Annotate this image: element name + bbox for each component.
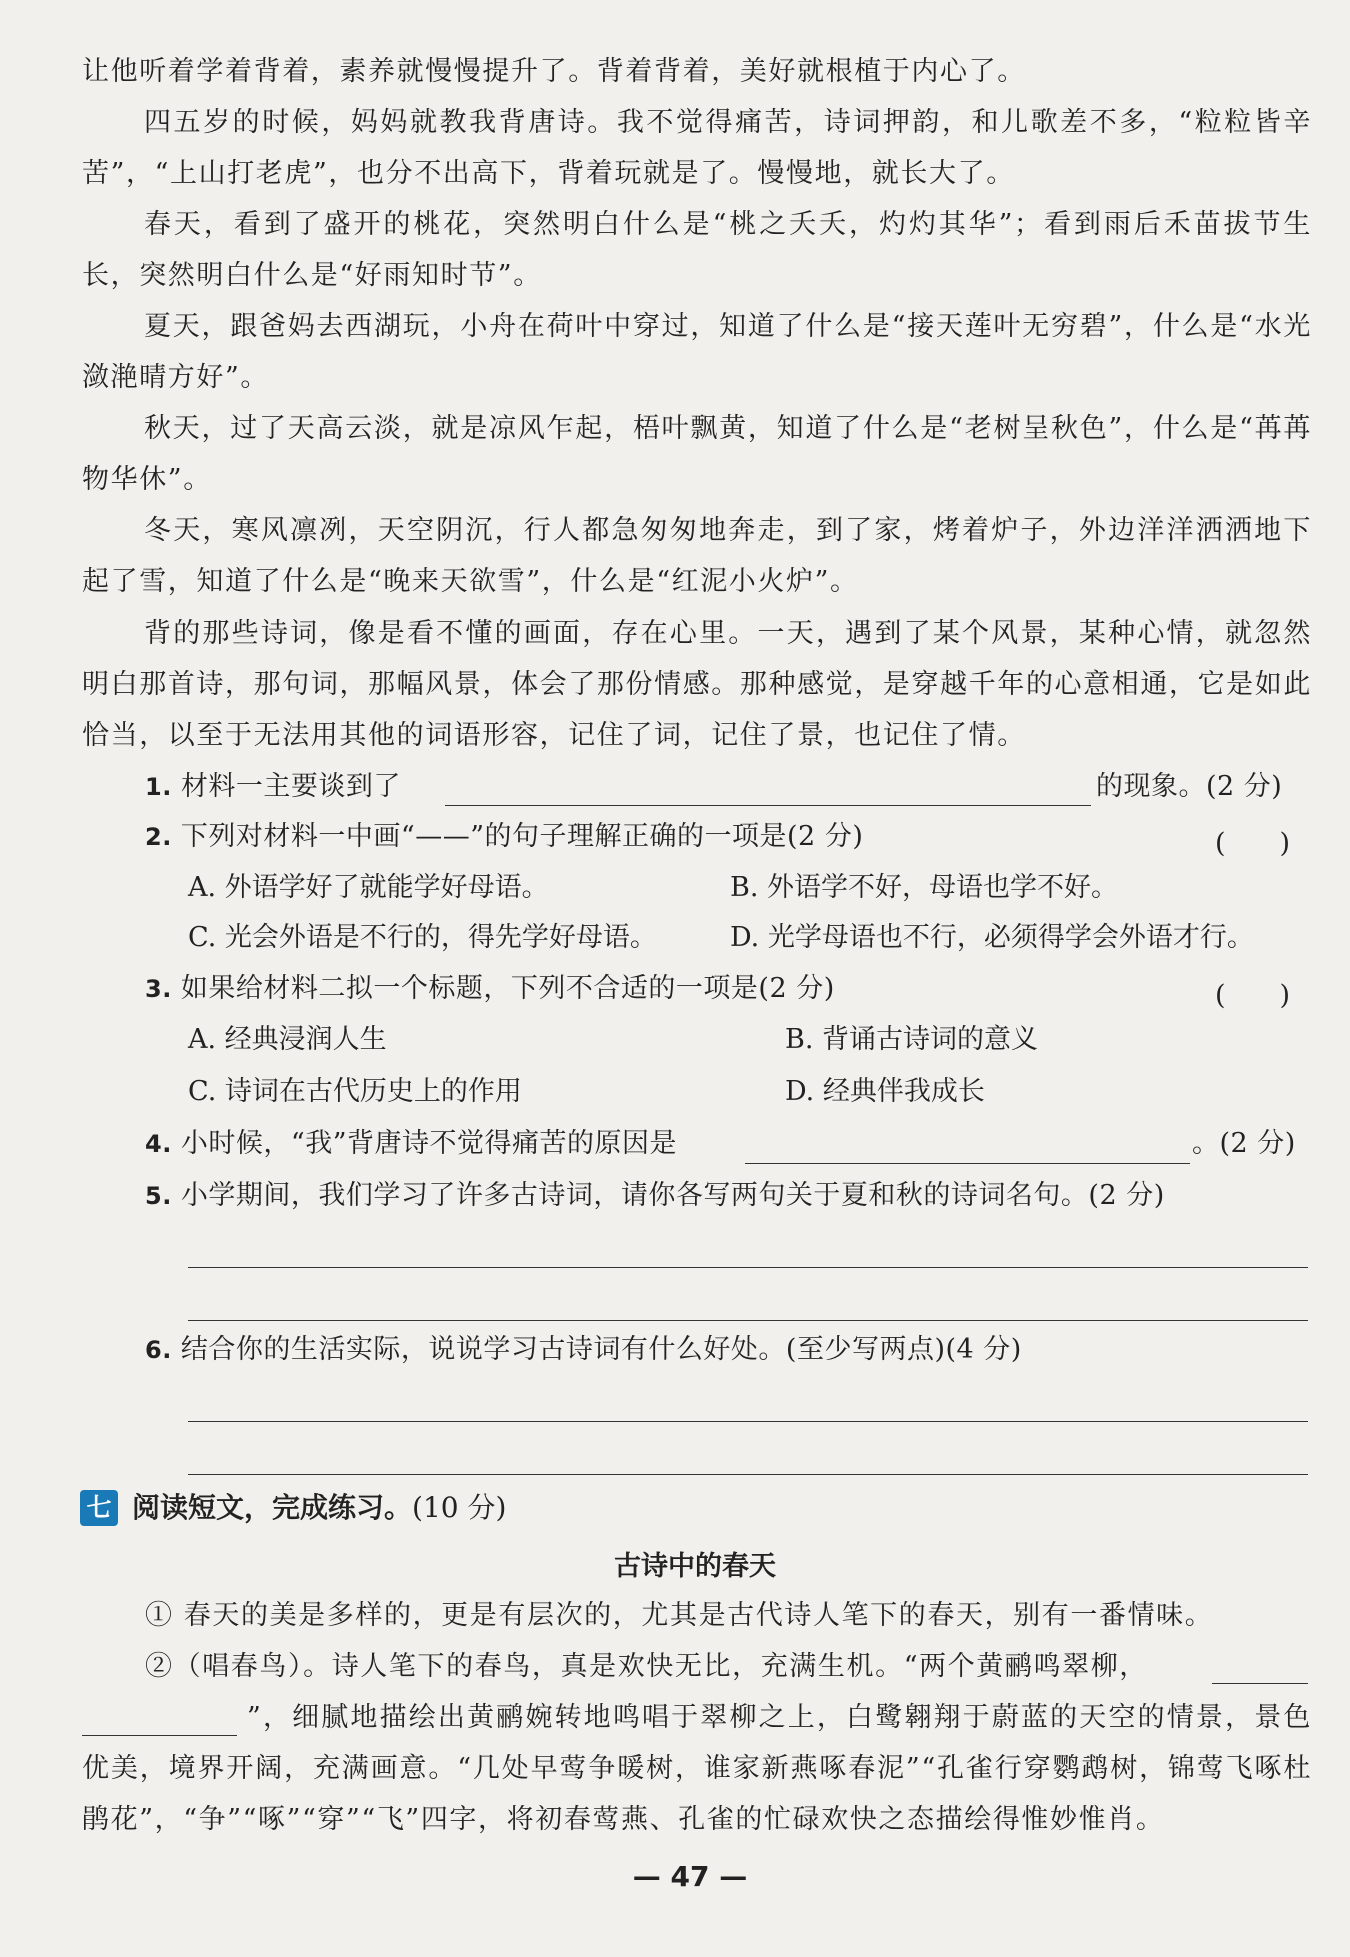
question-2: 2. 下列对材料一中画“——”的句子理解正确的一项是(2 分) xyxy=(145,821,864,852)
passage-paragraph: 秋天，过了天高云淡，就是凉风乍起，梧叶飘黄，知道了什么是“老树呈秋色”，什么是“苒苒物华休”。 xyxy=(82,413,1312,495)
option-3b[interactable]: B. 背诵古诗词的意义 xyxy=(785,1024,1039,1055)
answer-blank-4[interactable] xyxy=(745,1163,1190,1164)
answer-blank-7a[interactable] xyxy=(1212,1683,1308,1684)
passage-paragraph: 四五岁的时候，妈妈就教我背唐诗。我不觉得痛苦，诗词押韵，和儿歌差不多，“粒粒皆辛苦”，“上山打老虎”，也分不出高下，背着玩就是了。慢慢地，就长大了。 xyxy=(82,107,1312,189)
article-paragraph-2: ”，细腻地描绘出黄鹂婉转地鸣唱于翠柳之上，白鹭翱翔于蔚蓝的天空的情景，景色优美，境界开阔，充满画意。“几处早莺争暖树，谁家新燕啄春泥”“孔雀行穿鹦鹉树，锦莺飞啄杜鹃花”，“争”“啄”“穿”“飞”四字，将初春莺燕、孔雀的忙碌欢快之态描绘得惟妙惟肖。 xyxy=(82,1702,1312,1835)
article-paragraph-2-start: ②（唱春鸟）。诗人笔下的春鸟，真是欢快无比，充满生机。“两个黄鹂鸣翠柳， xyxy=(145,1651,1148,1682)
section-number-badge: 七 xyxy=(80,1490,118,1526)
option-2b[interactable]: B. 外语学不好，母语也学不好。 xyxy=(730,872,1119,903)
question-1-tail: 的现象。(2 分) xyxy=(1096,771,1283,802)
passage-paragraph: 春天，看到了盛开的桃花，突然明白什么是“桃之夭夭，灼灼其华”；看到雨后禾苗拔节生长，突然明白什么是“好雨知时节”。 xyxy=(82,209,1312,291)
passage-paragraph: 夏天，跟爸妈去西湖玩，小舟在荷叶中穿过，知道了什么是“接天莲叶无穷碧”，什么是“水光潋滟晴方好”。 xyxy=(82,311,1312,393)
section-title: 阅读短文，完成练习。(10 分) xyxy=(132,1491,507,1524)
article-title: 古诗中的春天 xyxy=(614,1551,776,1582)
article-paragraph-1: ① 春天的美是多样的，更是有层次的，尤其是古代诗人笔下的春天，别有一番情味。 xyxy=(145,1600,1214,1631)
passage-paragraph: 背的那些诗词，像是看不懂的画面，存在心里。一天，遇到了某个风景，某种心情，就忽然明白那首诗，那句词，那幅风景，体会了那份情感。那种感觉，是穿越千年的心意相通，它是如此恰当，以至于无法用其他的词语形容，记住了词，记住了景，也记住了情。 xyxy=(82,618,1312,751)
option-2d[interactable]: D. 光学母语也不行，必须得学会外语才行。 xyxy=(730,922,1254,953)
option-3d[interactable]: D. 经典伴我成长 xyxy=(785,1076,985,1107)
page-number: — 47 — xyxy=(632,1860,748,1893)
option-3c[interactable]: C. 诗词在古代历史上的作用 xyxy=(188,1076,522,1107)
answer-line-5b[interactable] xyxy=(188,1320,1308,1321)
question-4: 4. 小时候，“我”背唐诗不觉得痛苦的原因是 xyxy=(145,1128,678,1159)
passage-line: 让他听着学着背着，素养就慢慢提升了。背着背着，美好就根植于内心了。 xyxy=(82,56,1026,87)
question-3: 3. 如果给材料二拟一个标题，下列不合适的一项是(2 分) xyxy=(145,973,835,1004)
answer-line-6b[interactable] xyxy=(188,1474,1308,1475)
answer-paren-2[interactable]: ( ) xyxy=(1215,828,1291,859)
question-1: 1. 材料一主要谈到了 xyxy=(145,771,401,802)
answer-line-5a[interactable] xyxy=(188,1267,1308,1268)
question-4-tail: 。(2 分) xyxy=(1192,1128,1296,1159)
option-2c[interactable]: C. 光会外语是不行的，得先学好母语。 xyxy=(188,922,657,953)
option-2a[interactable]: A. 外语学好了就能学好母语。 xyxy=(188,872,549,903)
passage-paragraph: 冬天，寒风凛冽，天空阴沉，行人都急匆匆地奔走，到了家，烤着炉子，外边洋洋洒洒地下起了雪，知道了什么是“晚来天欲雪”，什么是“红泥小火炉”。 xyxy=(82,515,1312,597)
answer-paren-3[interactable]: ( ) xyxy=(1215,980,1291,1011)
question-6: 6. 结合你的生活实际，说说学习古诗词有什么好处。(至少写两点)(4 分) xyxy=(145,1334,1022,1365)
question-5: 5. 小学期间，我们学习了许多古诗词，请你各写两句关于夏和秋的诗词名句。(2 分) xyxy=(145,1180,1165,1211)
option-3a[interactable]: A. 经典浸润人生 xyxy=(188,1024,387,1055)
answer-blank-1[interactable] xyxy=(445,805,1091,806)
answer-line-6a[interactable] xyxy=(188,1421,1308,1422)
